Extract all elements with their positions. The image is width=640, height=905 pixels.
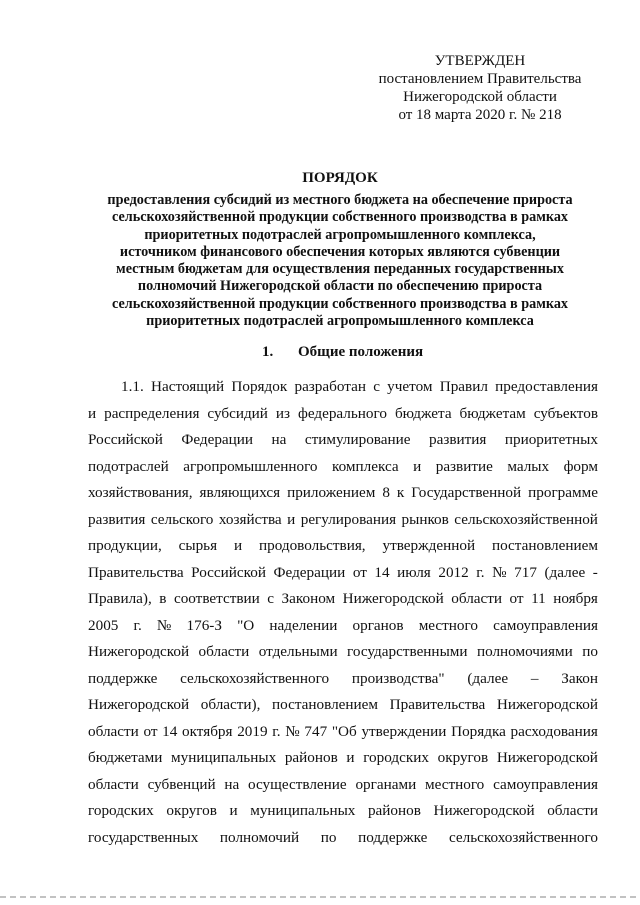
word: по xyxy=(320,828,337,846)
word: муниципальных xyxy=(171,749,277,766)
word: области), xyxy=(200,696,261,713)
subtitle-line: полномочий Нижегородской области по обеспечению прироста xyxy=(137,278,543,295)
section-number: 1. xyxy=(262,344,274,360)
word: городских xyxy=(363,749,429,766)
word: 717 xyxy=(514,563,537,581)
word: г. xyxy=(476,563,485,581)
word: с xyxy=(373,378,380,395)
word: от xyxy=(352,563,367,581)
approval-line: от 18 марта 2020 г. № 218 xyxy=(398,107,562,123)
word: субвенций xyxy=(147,775,216,793)
word: поддержке xyxy=(88,669,158,687)
word: 747 xyxy=(304,722,328,740)
paragraph-line xyxy=(88,692,598,719)
word: агропромышленного xyxy=(183,457,318,475)
paragraph-line xyxy=(88,719,598,746)
word: рынков xyxy=(401,510,449,528)
word: расходования xyxy=(510,722,598,740)
word: № xyxy=(156,616,172,634)
word: области xyxy=(88,775,139,793)
word: на xyxy=(271,431,287,448)
word: предоставления xyxy=(495,378,598,395)
word: Правительства xyxy=(389,696,486,713)
word: органами xyxy=(355,775,417,793)
paragraph-line xyxy=(88,798,598,825)
word: октября xyxy=(182,722,233,740)
subtitle-line: предоставления субсидий из местного бюджета на обеспечение прироста xyxy=(107,192,573,208)
word: приложением xyxy=(287,484,376,501)
scan-edge-artifact xyxy=(0,896,640,898)
word: сельскохозяйственного xyxy=(180,669,330,687)
word: по xyxy=(582,643,598,660)
word: Нижегородской xyxy=(88,696,190,713)
paragraph-1-1 xyxy=(88,374,598,851)
word: сырья xyxy=(178,537,218,554)
paragraph-line xyxy=(88,613,598,640)
paragraph-line xyxy=(88,586,598,613)
word: области xyxy=(547,802,598,819)
word: поддержке xyxy=(358,828,428,846)
word: области xyxy=(88,722,139,740)
word: отдельными xyxy=(258,643,338,660)
document-title: ПОРЯДОК xyxy=(302,170,378,186)
word: местного xyxy=(418,616,478,634)
word: соответствии xyxy=(173,590,260,607)
word: производства" xyxy=(351,669,445,687)
paragraph-line xyxy=(88,666,598,693)
word: районов xyxy=(367,802,421,819)
word: округов xyxy=(166,802,217,819)
word: сельского xyxy=(150,510,214,528)
word: Настоящий xyxy=(151,378,225,395)
word: развитие xyxy=(435,457,493,475)
word: субсидий xyxy=(207,404,268,422)
word: и xyxy=(287,510,296,528)
paragraph-line xyxy=(88,639,598,666)
word: 2012 xyxy=(438,563,469,581)
word: и xyxy=(346,749,355,766)
word: местного xyxy=(425,775,485,793)
word: и xyxy=(233,537,243,554)
word: субъектов xyxy=(533,404,598,422)
word: к xyxy=(396,484,405,501)
word: Правительства xyxy=(88,563,184,581)
word: бюджета xyxy=(394,404,452,422)
word: 2005 xyxy=(88,616,119,634)
word: – xyxy=(530,669,539,687)
subtitle-line: приоритетных подотраслей агропромышленного комплекса xyxy=(146,313,534,330)
paragraph-line xyxy=(88,454,598,481)
word: Правила), xyxy=(88,590,152,607)
word: полномочий xyxy=(219,828,300,846)
paragraph-line xyxy=(88,480,598,507)
paragraph-line xyxy=(88,533,598,560)
subtitle-line: приоритетных подотраслей агропромышленного комплекса, xyxy=(144,226,536,243)
word: области xyxy=(451,590,503,607)
word: хозяйства xyxy=(218,510,282,528)
word: ноября xyxy=(553,590,598,607)
word: с xyxy=(267,590,275,607)
approval-line: Нижегородской области xyxy=(403,89,557,105)
word: округов xyxy=(437,749,489,766)
paragraph-line xyxy=(88,745,598,772)
word: городских xyxy=(88,802,154,819)
word: учетом xyxy=(387,378,433,395)
word: хозяйствования, xyxy=(88,484,193,501)
word: распределения xyxy=(104,404,200,422)
word: программе xyxy=(528,484,598,501)
word: Федерации xyxy=(273,563,346,581)
paragraph-line xyxy=(88,427,598,454)
word: № xyxy=(285,722,300,740)
word: г. xyxy=(272,722,281,740)
word: Закон xyxy=(561,669,598,687)
word: приоритетных xyxy=(504,431,598,448)
word: подотраслей xyxy=(88,457,169,475)
word: № xyxy=(492,563,507,581)
word: 14 xyxy=(374,563,390,581)
word: районов xyxy=(284,749,338,766)
word: бюджетам xyxy=(459,404,526,422)
paragraph-line xyxy=(88,560,598,587)
document-subtitle xyxy=(60,192,620,330)
paragraph-line xyxy=(88,507,598,534)
word: Государственной xyxy=(411,484,522,501)
word: на xyxy=(224,775,240,793)
word: от xyxy=(509,590,524,607)
word: 11 xyxy=(531,590,546,607)
word: Федерации xyxy=(181,431,254,448)
subtitle-line: источником финансового обеспечения которых являются субвенции xyxy=(119,243,561,260)
word: 14 xyxy=(162,722,178,740)
word: Правил xyxy=(439,378,488,395)
word: комплекса xyxy=(332,457,399,475)
word: и xyxy=(229,802,238,819)
word: Нижегородской xyxy=(342,590,444,607)
word: наделении xyxy=(269,616,338,634)
word: продовольствия, xyxy=(258,537,366,554)
word: Законом xyxy=(281,590,336,607)
word: самоуправления xyxy=(493,775,598,793)
paragraph-line xyxy=(88,374,598,401)
word: Порядка xyxy=(451,722,506,740)
word: "О xyxy=(237,616,255,634)
word: самоуправления xyxy=(493,616,598,634)
paragraph-line xyxy=(88,401,598,428)
approval-stamp xyxy=(360,52,600,124)
word: г. xyxy=(133,616,142,634)
word: Нижегородской xyxy=(88,643,190,660)
word: от xyxy=(143,722,158,740)
word: развития xyxy=(429,431,487,448)
word: продукции, xyxy=(88,537,162,554)
word: стимулирование xyxy=(304,431,411,448)
paragraph-line xyxy=(88,772,598,799)
word: Нижегородской xyxy=(496,696,598,713)
approval-line: постановлением Правительства xyxy=(378,71,582,87)
subtitle-line: местным бюджетам для осуществления переданных государственных xyxy=(116,261,564,278)
word: Российской xyxy=(88,431,163,448)
word: из xyxy=(275,404,291,422)
word: разработан xyxy=(294,378,366,395)
word: являющихся xyxy=(199,484,281,501)
word: Российской xyxy=(191,563,266,581)
word: в xyxy=(159,590,167,607)
word: 176-З xyxy=(186,616,222,634)
word: и xyxy=(88,404,97,422)
word: муниципальных xyxy=(250,802,356,819)
word: органов xyxy=(352,616,404,634)
subtitle-line: сельскохозяйственной продукции собственного производства в рамках xyxy=(111,209,569,226)
approval-line: УТВЕРЖДЕН xyxy=(434,53,526,69)
word: Нижегородской xyxy=(496,749,598,766)
subtitle-line: сельскохозяйственной продукции собственного производства в рамках xyxy=(111,295,569,312)
word: полномочиями xyxy=(476,643,573,660)
word: Порядок xyxy=(231,378,288,395)
word: и xyxy=(413,457,422,475)
paragraph-line xyxy=(88,825,598,852)
word: "Об xyxy=(331,722,357,740)
word: постановлением xyxy=(491,537,598,554)
word: государственными xyxy=(347,643,468,660)
section-name: Общие положения xyxy=(298,344,424,360)
word: Нижегородской xyxy=(433,802,535,819)
word: развития xyxy=(88,510,146,528)
word: федерального xyxy=(297,404,387,422)
word: постановлением xyxy=(272,696,379,713)
word: области xyxy=(198,643,250,660)
word: июля xyxy=(397,563,431,581)
word: (далее xyxy=(467,669,509,687)
word: регулирования xyxy=(300,510,397,528)
word: форм xyxy=(563,457,598,475)
word: бюджетами xyxy=(88,749,163,766)
word: утвержденной xyxy=(382,537,476,554)
word: государственных xyxy=(88,828,199,846)
word: малых xyxy=(507,457,550,475)
word: - xyxy=(592,563,598,581)
word: 8 xyxy=(382,484,390,501)
word: 1.1. xyxy=(121,378,144,395)
word: утверждении xyxy=(361,722,447,740)
word: (далее xyxy=(544,563,586,581)
word: осуществление xyxy=(248,775,347,793)
word: сельскохозяйственного xyxy=(449,828,598,846)
word: 2019 xyxy=(237,722,268,740)
word: сельскохозяйственной xyxy=(454,510,598,528)
